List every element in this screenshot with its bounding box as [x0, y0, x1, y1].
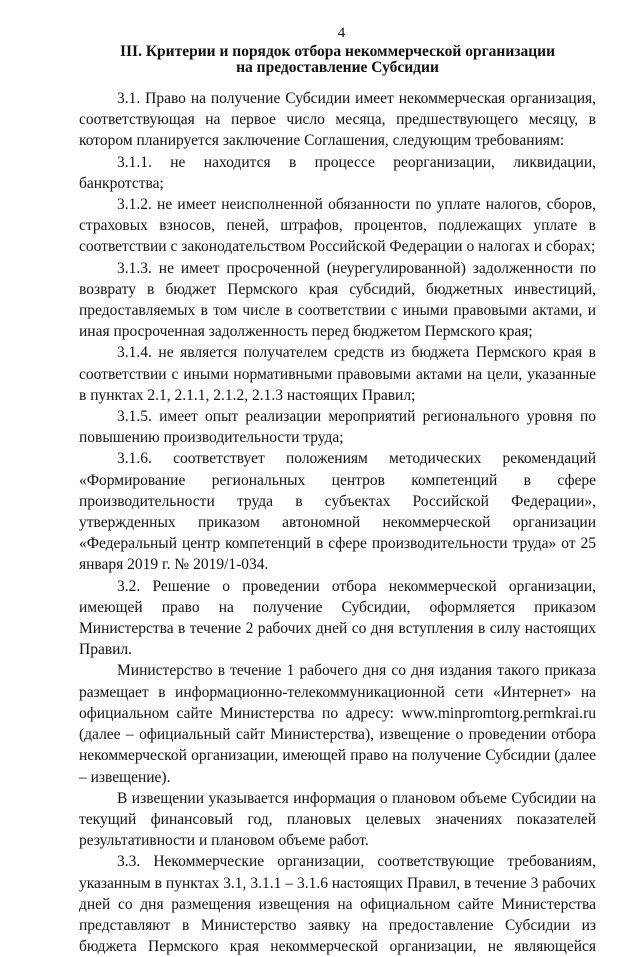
paragraph-3-1-6: 3.1.6. соответствует положениям методических рекомендаций «Формирование региональных центров компетенций в сфере производительности труда в субъектах Российской Федерации», утвержденных приказом автономной некоммерческой организации «Федеральный центр компетенций в сфере производительности труда» от 25 января 2019 г. № 2019/1-034.	[79, 450, 596, 574]
paragraph-3-1-3: 3.1.3. не имеет просроченной (неурегулированной) задолженности по возврату в бюджет Пермского края субсидий, бюджетных инвестиций, предоставляемых в том числе в соответствии с иными правовыми актами, и иная просроченная задолженность перед бюджетом Пермского края;	[79, 259, 596, 341]
paragraph-3-1: 3.1. Право на получение Субсидии имеет некоммерческая организация, соответствующая на первое число месяца, предшествующего месяцу, в котором планируется заключение Соглашения, следующим требованиям:	[79, 90, 596, 150]
paragraph-3-3: 3.3. Некоммерческие организации, соответствующие требованиям, указанным в пунктах 3.1, 3.1.1 – 3.1.6 настоящих Правил, в течение 3 рабочих дней со дня размещения извещения на официальном сайте Министерства представляют в Министерство заявку на предоставление Субсидии из бюджета Пермского края некоммерческой организации, не являющейся	[79, 853, 596, 956]
page-number: 4	[337, 25, 346, 41]
document-page	[79, 24, 596, 957]
paragraph-3-1-4: 3.1.4. не является получателем средств из бюджета Пермского края в соответствии с иными нормативными правовыми актами на цели, указанные в пунктах 2.1, 2.1.1, 2.1.2, 2.1.3 настоящих Правил;	[79, 344, 596, 404]
section-heading-line-2: на предоставление Субсидии	[236, 59, 439, 76]
paragraph-notice-contents: В извещении указывается информация о плановом объеме Субсидии на текущий финансовый год, плановых целевых значениях показателей результативности и плановом объеме работ.	[79, 789, 596, 850]
paragraph-ministry-notice: Министерство в течение 1 рабочего дня со дня издания такого приказа размещает в информационно-телекоммуникационной сети «Интернет» на официальном сайте Министерства по адресу: www.minpromtorg.permkrai.ru (далее – официальный сайт Министерства), извещение о проведении отбора некоммерческой организации, имеющей право на получение Субсидии (далее – извещение).	[79, 662, 596, 786]
paragraph-3-1-5: 3.1.5. имеет опыт реализации мероприятий регионального уровня по повышению производительности труда;	[79, 408, 596, 447]
section-heading	[79, 44, 596, 76]
paragraph-3-1-1: 3.1.1. не находится в процессе реорганизации, ликвидации, банкротства;	[79, 153, 596, 192]
paragraph-3-2: 3.2. Решение о проведении отбора некоммерческой организации, имеющей право на получение Субсидии, оформляется приказом Министерства в течение 2 рабочих дней со дня вступления в силу настоящих Правил.	[79, 577, 596, 659]
section-heading-line-1: III. Критерии и порядок отбора некоммерческой организации	[119, 43, 556, 60]
paragraph-3-1-2: 3.1.2. не имеет неисполненной обязанности по уплате налогов, сборов, страховых взносов, пеней, штрафов, процентов, подлежащих уплате в соответствии с законодательством Российской Федерации о налогах и сборах;	[79, 196, 596, 256]
